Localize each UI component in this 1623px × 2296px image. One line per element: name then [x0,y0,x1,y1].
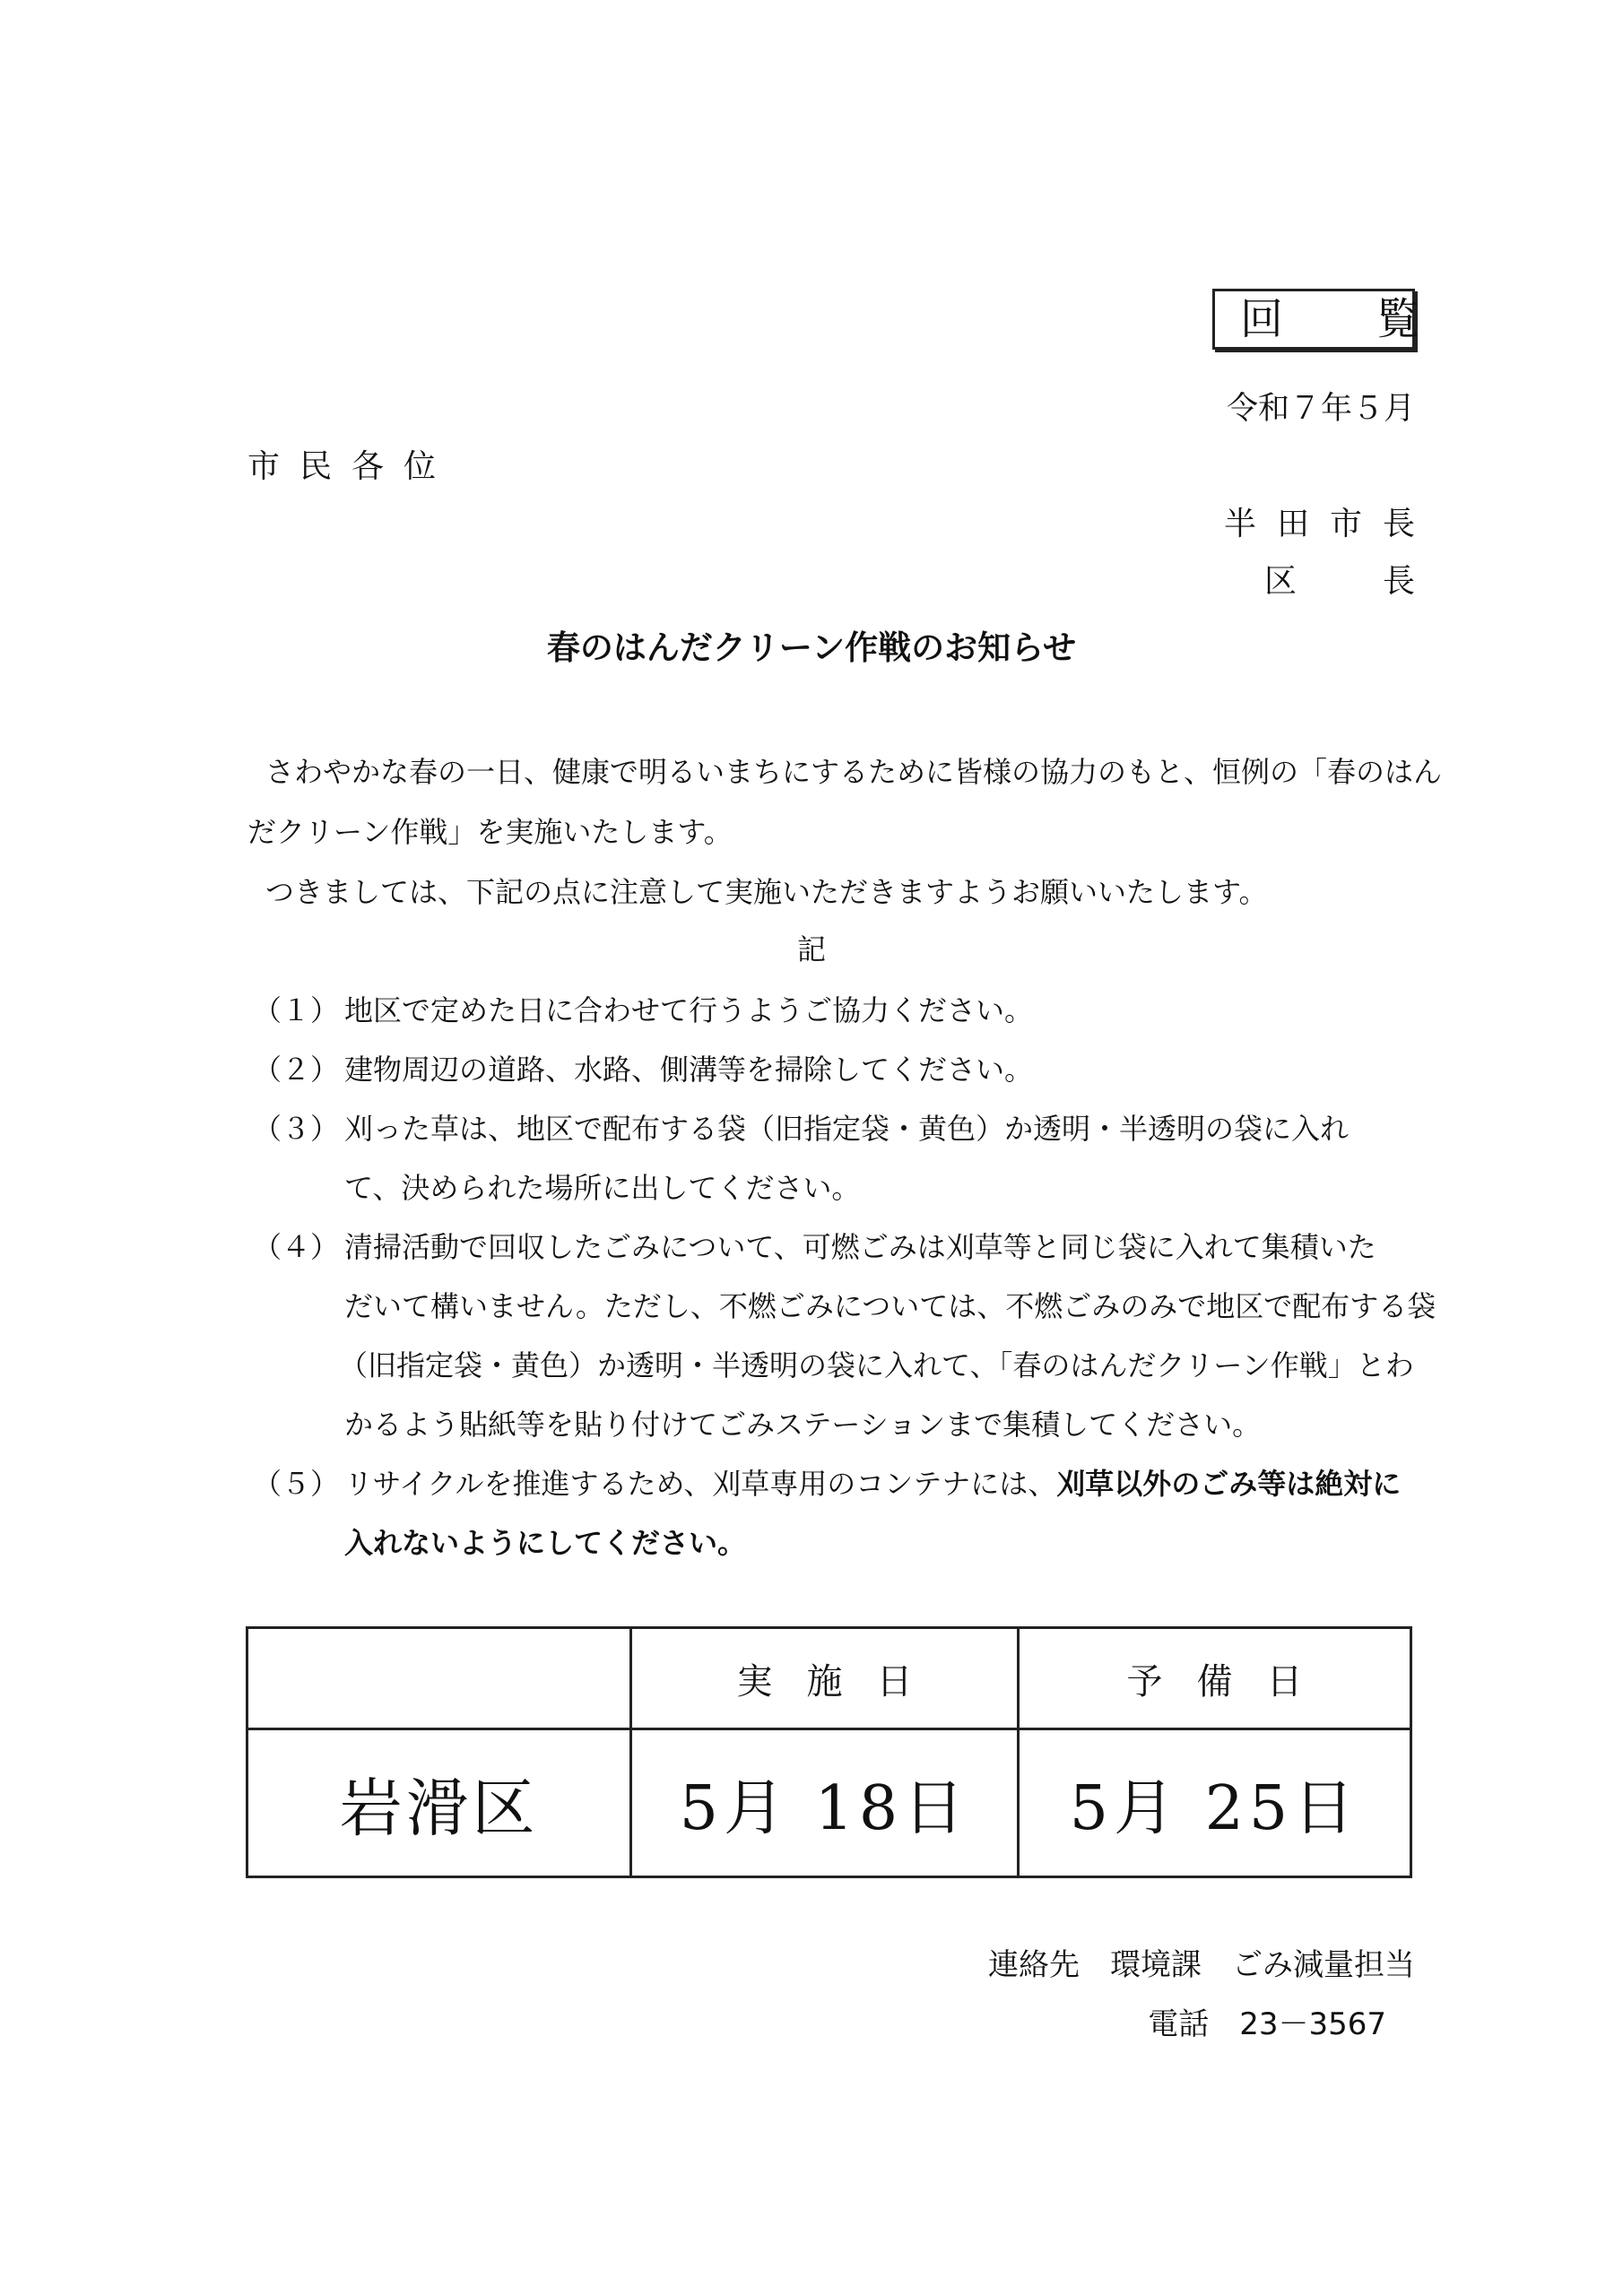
item-text: 建物周辺の道路、水路、側溝等を掃除してください。 [344,1053,1034,1087]
item-text: 清掃活動で回収したごみについて、可燃ごみは刈草等と同じ袋に入れて集積いた [344,1230,1376,1264]
item-number: （３） [253,1112,340,1146]
table-row [247,1729,1411,1877]
item-number: （５） [253,1467,340,1501]
item-text-emphasis: 入れないようにしてください。 [344,1526,747,1560]
item-number: （４） [253,1230,340,1264]
item-text: 地区で定めた日に合わせて行うようご協力ください。 [344,993,1034,1027]
addressee: 市民各位 [247,448,456,485]
reserve-date: 5月 25日 [1019,1729,1411,1877]
item-text-normal: リサイクルを推進するため、刈草専用のコンテナには、 [344,1467,1057,1501]
page-title: 春のはんだクリーン作戦のお知らせ [546,628,1077,667]
sender-mayor: 半田市長 [1223,506,1436,542]
item-text-emphasis: 刈草以外のごみ等は絶対に [1056,1467,1402,1501]
item-text: 刈った草は、地区で配布する袋（旧指定袋・黄色）か透明・半透明の袋に入れ [344,1112,1350,1146]
item-text: かるよう貼紙等を貼り付けてごみステーションまで集積してください。 [344,1408,1262,1442]
table-header-row [247,1628,1411,1729]
issue-date: 令和７年５月 [1226,391,1415,427]
table-header-blank [247,1628,631,1729]
table-header-date: 実施日 [631,1628,1019,1729]
circulation-stamp: 回 覧 [1212,289,1415,350]
request-paragraph: つきましては、下記の点に注意して実施いただきますようお願いいたします。 [265,875,1268,909]
intro-paragraph-line1: さわやかな春の一日、健康で明るいまちにするために皆様の協力のもと、恒例の「春のはん [265,755,1443,789]
item-number: （１） [253,993,340,1027]
district-name: 岩滑区 [247,1729,631,1877]
item-text: だいて構いません。ただし、不燃ごみについては、不燃ごみのみで地区で配布する袋 [344,1289,1436,1323]
sender-district-head: 区長 [1263,563,1501,600]
item-text: （旧指定袋・黄色）か透明・半透明の袋に入れて、「春のはんだクリーン作戦」とわ [339,1348,1414,1382]
ki-heading: 記 [796,932,826,966]
item-text-line [344,1461,1401,1503]
intro-paragraph-line2: だクリーン作戦」を実施いたします。 [247,815,733,849]
item-text: て、決められた場所に出してください。 [344,1171,861,1205]
contact-department: 連絡先 環境課 ごみ減量担当 [988,1947,1415,1983]
implementation-date: 5月 18日 [631,1729,1019,1877]
table-header-reserve: 予備日 [1019,1628,1411,1729]
contact-phone: 電話 23－3567 [1148,2006,1386,2042]
item-number: （２） [253,1053,340,1087]
schedule-table [246,1626,1412,1878]
